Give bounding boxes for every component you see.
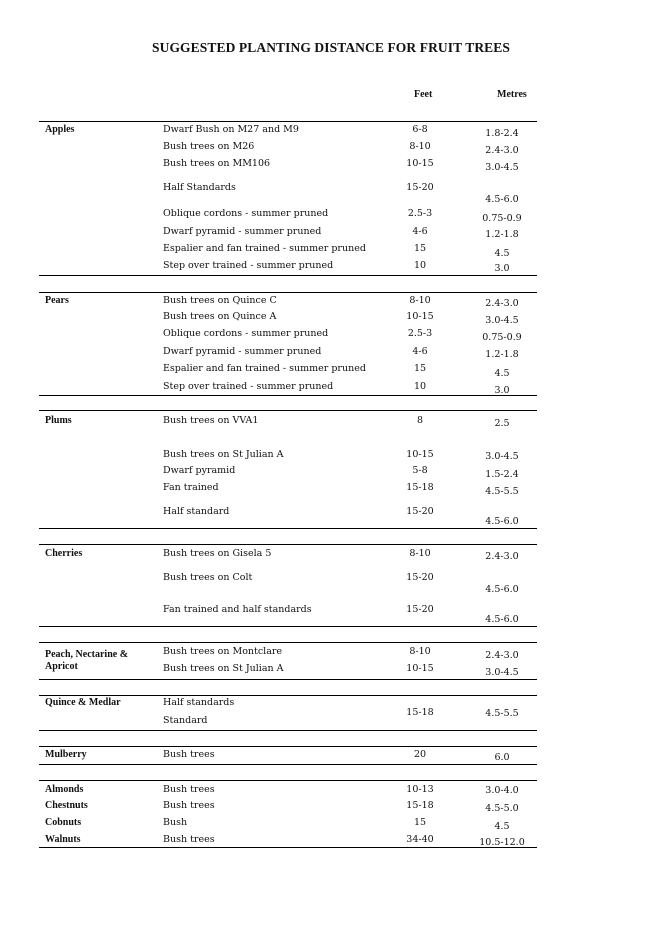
variety-cell: Half standards [163,697,235,708]
feet-cell: 15-18 [406,707,434,718]
group-top-rule [39,292,537,293]
feet-cell: 10-15 [406,311,434,322]
metres-cell: 2.4-3.0 [485,551,519,562]
variety-cell: Oblique cordons - summer pruned [163,208,329,219]
feet-cell: 8-10 [409,141,431,152]
variety-cell: Bush trees [163,749,215,760]
variety-cell: Bush trees [163,784,215,795]
variety-cell: Step over trained - summer pruned [163,260,334,271]
feet-cell: 10 [413,381,427,392]
feet-cell: 15 [413,243,427,254]
metres-cell: 4.5-5.5 [485,486,519,497]
variety-cell: Half Standards [163,182,236,193]
metres-cell: 1.2-1.8 [485,349,519,360]
metres-cell: 4.5 [494,368,510,379]
variety-cell: Bush trees on VVA1 [163,415,259,426]
feet-cell: 20 [413,749,427,760]
group-name: Quince & Medlar [45,697,121,708]
metres-cell: 6.0 [494,752,510,763]
variety-cell: Half standard [163,506,230,517]
variety-cell: Bush trees on M26 [163,141,255,152]
metres-cell: 2.5 [494,418,510,429]
variety-cell: Bush trees on Colt [163,572,253,583]
group-name: Apples [45,124,75,135]
group-top-rule [39,544,537,545]
feet-cell: 8-10 [409,548,431,559]
variety-cell: Dwarf pyramid - summer pruned [163,226,322,237]
group-name: Plums [45,415,72,426]
variety-cell: Bush trees on St Julian A [163,663,284,674]
nut-name: Chestnuts [45,800,88,811]
metres-cell: 4.5-6.0 [485,584,519,595]
feet-cell: 8 [416,415,424,426]
metres-cell: 4.5-6.0 [485,614,519,625]
variety-cell: Standard [163,715,208,726]
variety-cell: Dwarf Bush on M27 and M9 [163,124,299,135]
feet-cell: 10-15 [406,158,434,169]
metres-cell: 0.75-0.9 [482,332,522,343]
variety-cell: Espalier and fan trained - summer pruned [163,363,366,374]
group-bottom-rule [39,679,537,680]
group-top-rule [39,746,537,747]
group-name: Mulberry [45,749,87,760]
metres-cell: 4.5 [494,821,510,832]
variety-cell: Dwarf pyramid [163,465,236,476]
feet-cell: 15-20 [406,604,434,615]
variety-cell: Bush [163,817,188,828]
feet-cell: 4-6 [412,226,428,237]
metres-cell: 3.0 [494,263,510,274]
feet-cell: 15-18 [406,800,434,811]
variety-cell: Bush trees on Quince A [163,311,277,322]
group-top-rule [39,780,537,781]
group-top-rule [39,695,537,696]
metres-cell: 3.0-4.0 [485,785,519,796]
metres-column-header: Metres [497,89,527,100]
metres-cell: 1.2-1.8 [485,229,519,240]
nut-name: Walnuts [45,834,81,845]
variety-cell: Bush trees on Gisela 5 [163,548,272,559]
feet-cell: 15-20 [406,182,434,193]
feet-cell: 5-8 [412,465,428,476]
variety-cell: Bush trees [163,800,215,811]
metres-cell: 3.0-4.5 [485,315,519,326]
group-name: Cherries [45,548,83,559]
feet-cell: 2.5-3 [407,208,433,219]
metres-cell: 3.0-4.5 [485,667,519,678]
feet-cell: 15-20 [406,506,434,517]
variety-cell: Fan trained [163,482,219,493]
feet-cell: 8-10 [409,295,431,306]
group-bottom-rule [39,626,537,627]
metres-cell: 10.5-12.0 [479,837,525,848]
metres-cell: 3.0-4.5 [485,451,519,462]
group-top-rule [39,642,537,643]
feet-cell: 2.5-3 [407,328,433,339]
metres-cell: 2.4-3.0 [485,298,519,309]
group-bottom-rule [39,730,537,731]
nut-name: Cobnuts [45,817,82,828]
feet-cell: 15-20 [406,572,434,583]
group-top-rule [39,410,537,411]
variety-cell: Bush trees on Quince C [163,295,277,306]
variety-cell: Espalier and fan trained - summer pruned [163,243,366,254]
metres-cell: 3.0 [494,385,510,396]
group-top-rule [39,121,537,122]
feet-cell: 10 [413,260,427,271]
group-bottom-rule [39,764,537,765]
feet-cell: 34-40 [406,834,434,845]
metres-cell: 4.5-6.0 [485,516,519,527]
metres-cell: 2.4-3.0 [485,650,519,661]
metres-cell: 4.5 [494,248,510,259]
feet-cell: 10-15 [406,663,434,674]
metres-cell: 4.5-5.0 [485,803,519,814]
metres-cell: 1.8-2.4 [485,128,519,139]
variety-cell: Bush trees on St Julian A [163,449,284,460]
feet-cell: 15 [413,363,427,374]
feet-cell: 15 [413,817,427,828]
group-bottom-rule [39,275,537,276]
feet-cell: 6-8 [412,124,428,135]
group-name: Peach, Nectarine & Apricot [45,649,129,672]
feet-cell: 15-18 [406,482,434,493]
feet-cell: 10-15 [406,449,434,460]
metres-cell: 0.75-0.9 [482,213,522,224]
feet-cell: 8-10 [409,646,431,657]
variety-cell: Bush trees on MM106 [163,158,271,169]
variety-cell: Fan trained and half standards [163,604,312,615]
variety-cell: Bush trees on Montclare [163,646,283,657]
nut-name: Almonds [45,784,84,795]
metres-cell: 3.0-4.5 [485,162,519,173]
metres-cell: 2.4-3.0 [485,145,519,156]
page-title: SUGGESTED PLANTING DISTANCE FOR FRUIT TREES [151,40,510,55]
variety-cell: Oblique cordons - summer pruned [163,328,329,339]
metres-cell: 4.5-5.5 [485,708,519,719]
feet-cell: 4-6 [412,346,428,357]
metres-cell: 1.5-2.4 [485,469,519,480]
group-name: Pears [45,295,69,306]
feet-column-header: Feet [414,89,433,100]
group-bottom-rule [39,528,537,529]
metres-cell: 4.5-6.0 [485,194,519,205]
variety-cell: Bush trees [163,834,215,845]
feet-cell: 10-13 [406,784,434,795]
variety-cell: Step over trained - summer pruned [163,381,334,392]
variety-cell: Dwarf pyramid - summer pruned [163,346,322,357]
